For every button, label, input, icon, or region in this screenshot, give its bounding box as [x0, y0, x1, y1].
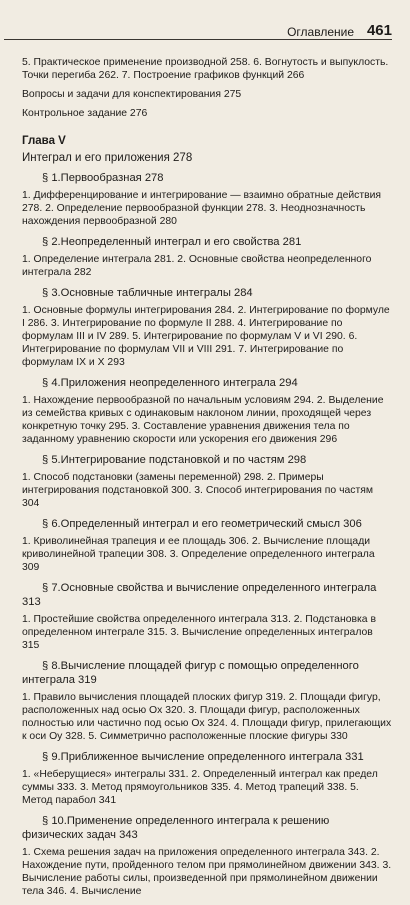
toc-entry-control: Контрольное задание 276 [22, 108, 148, 119]
section-body: 1. Нахождение первообразной по начальным условиям 294. 2. Выделение из семейства кривых с одинаковым наклоном линии, проходящей через конкретную точку 295. 3. Составление уравнения движения тела по заданному уравнению скорости или ускорения его движения 296 [22, 395, 384, 445]
section-heading: § 10.Применение определенного интеграла к решению физических задач 343 [22, 815, 330, 841]
section-body: 1. Правило вычисления площадей плоских фигур 319. 2. Площади фигур, расположенных над осью Ox 320. 3. Площади фигур, расположенных полностью или частично под осью Ox 324. 4. Площади фигур, прилегающих к оси Oy 328. 5. Симметрично расположенные плоские фигуры 330 [22, 692, 392, 742]
section-body: 1. Основные формулы интегрирования 284. 2. Интегрирование по формуле I 286. 3. Интегрирование по формуле II 288. 4. Интегрирование по формулам III и IV 289. 5. Интегрирование по формулам V и VI 290. 6. Интегрирование по формулам VII и VIII 291. 7. Интегрирование по формулам IX и X 293 [22, 305, 390, 368]
section-heading: § 4.Приложения неопределенного интеграла 294 [42, 377, 298, 389]
section-heading: § 9.Приближенное вычисление определенного интеграла 331 [42, 751, 364, 763]
section-body: 1. Определение интеграла 281. 2. Основные свойства неопределенного интеграла 282 [22, 254, 372, 278]
section-body: 1. «Неберущиеся» интегралы 331. 2. Определенный интеграл как предел суммы 333. 3. Метод прямоугольников 335. 4. Метод трапеций 338. 5. Метод парабол 341 [22, 769, 378, 806]
section-body: 1. Способ подстановки (замены переменной) 298. 2. Примеры интегрирования подстановкой 300. 3. Способ интегрирования по частям 304 [22, 472, 373, 509]
chapter-title: Интеграл и его приложения 278 [22, 152, 193, 164]
section-heading: § 3.Основные табличные интегралы 284 [42, 287, 253, 299]
chapter-label: Глава V [22, 135, 66, 147]
toc-entry-questions: Вопросы и задачи для конспектирования 275 [22, 89, 242, 100]
section-heading: § 7.Основные свойства и вычисление определенного интеграла 313 [22, 582, 377, 608]
table-of-contents [22, 56, 392, 905]
section-body: 1. Дифференцирование и интегрирование — взаимно обратные действия 278. 2. Определение первообразной функции 278. 3. Неоднозначность нахождения первообразной 280 [22, 190, 382, 227]
running-title: Оглавление [287, 25, 354, 39]
page-header [0, 22, 392, 42]
header-rule [4, 39, 392, 40]
section-heading: § 1.Первообразная 278 [42, 172, 164, 184]
section-body: 1. Простейшие свойства определенного интеграла 313. 2. Подстановка в определенном интеграле 315. 3. Вычисление определенных интегралов 315 [22, 614, 376, 651]
section-body: 1. Криволинейная трапеция и ее площадь 306. 2. Вычисление площади криволинейной трапеции 308. 3. Определение определенного интеграла 309 [22, 536, 375, 573]
section-heading: § 8.Вычисление площадей фигур с помощью определенного интеграла 319 [22, 660, 359, 686]
section-heading: § 2.Неопределенный интеграл и его свойства 281 [42, 236, 302, 248]
section-heading: § 6.Определенный интеграл и его геометрический смысл 306 [42, 518, 362, 530]
section-body: 1. Схема решения задач на приложения определенного интеграла 343. 2. Нахождение пути, пройденного телом при прямолинейном движении 343. 3. Вычисление работы силы, произведенной при прямолинейном движении тела 346. 4. Вычисление [22, 847, 392, 897]
toc-entry-intro: 5. Практическое применение производной 258. 6. Вогнутость и выпуклость. Точки перегиба 262. 7. Построение графиков функций 266 [22, 57, 389, 81]
section-heading: § 5.Интегрирование подстановкой и по частям 298 [42, 454, 307, 466]
page-number: 461 [366, 22, 392, 39]
